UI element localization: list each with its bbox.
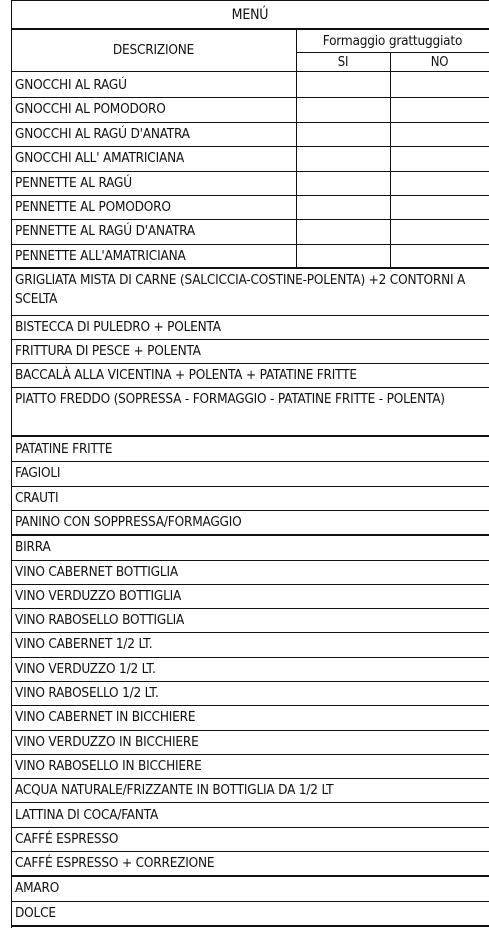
menu-item: BACCALÀ ALLA VICENTINA + POLENTA + PATATINE FRITTE — [15, 367, 357, 383]
menu-item: LATTINA DI COCA/FANTA — [15, 806, 159, 823]
menu-item: PATATINE FRITTE — [15, 441, 113, 457]
menu-item: PENNETTE AL RAGÚ — [15, 174, 132, 191]
menu-item: DOLCE — [15, 904, 56, 921]
menu-item: FRITTURA DI PESCE + POLENTA — [15, 343, 201, 359]
table-rule — [11, 925, 489, 927]
menu-item: ACQUA NATURALE/FRIZZANTE IN BOTTIGLIA DA 1/2 LT — [15, 782, 334, 799]
menu-item: CAFFÉ ESPRESSO + CORREZIONE — [15, 855, 215, 872]
menu-item: FAGIOLI — [15, 465, 61, 482]
menu-item: AMARO — [15, 880, 60, 897]
menu-item: GNOCCHI AL POMODORO — [15, 101, 166, 118]
menu-item: VINO CABERNET BOTTIGLIA — [15, 563, 178, 580]
menu-item: GRIGLIATA MISTA DI CARNE (SALCICCIA-COSTINE-POLENTA) +2 CONTORNI A SCELTA — [15, 272, 466, 307]
menu-table — [11, 0, 489, 928]
menu-title: MENÚ — [231, 7, 269, 23]
table-rule — [296, 52, 489, 53]
menu-item: PENNETTE AL RAGÚ D'ANATRA — [15, 223, 195, 240]
description-header: DESCRIZIONE — [112, 42, 195, 58]
menu-item: GNOCCHI ALL' AMATRICIANA — [15, 150, 185, 167]
menu-item: BISTECCA DI PULEDRO + POLENTA — [15, 319, 221, 335]
yes-header: SI — [337, 55, 349, 70]
menu-item: VINO CABERNET IN BICCHIERE — [15, 709, 196, 726]
menu-item: BIRRA — [15, 539, 51, 556]
menu-item: VINO VERDUZZO BOTTIGLIA — [15, 587, 182, 604]
menu-item: GNOCCHI AL RAGÚ — [15, 77, 127, 93]
menu-item: VINO RABOSELLO 1/2 LT. — [15, 685, 159, 701]
menu-item: VINO RABOSELLO IN BICCHIERE — [15, 757, 202, 774]
menu-item: VINO RABOSELLO BOTTIGLIA — [15, 612, 185, 629]
menu-item: VINO VERDUZZO IN BICCHIERE — [15, 733, 199, 750]
menu-item: PIATTO FREDDO (SOPRESSA - FORMAGGIO - PATATINE FRITTE - POLENTA) — [15, 391, 445, 407]
menu-item: CRAUTI — [15, 489, 59, 506]
menu-item: PENNETTE ALL'AMATRICIANA — [15, 247, 186, 264]
table-rule — [11, 28, 489, 30]
table-rule — [11, 71, 489, 72]
menu-item: PANINO CON SOPPRESSA/FORMAGGIO — [15, 513, 242, 530]
menu-item: VINO VERDUZZO 1/2 LT. — [15, 660, 156, 677]
menu-item: VINO CABERNET 1/2 LT. — [15, 636, 153, 653]
menu-item: CAFFÉ ESPRESSO — [15, 830, 119, 847]
cheese-header: Formaggio grattuggiato — [322, 33, 463, 49]
menu-item: PENNETTE AL POMODORO — [15, 199, 171, 215]
menu-item: GNOCCHI AL RAGÚ D'ANATRA — [15, 125, 190, 142]
no-header: NO — [430, 55, 449, 70]
table-border — [11, 0, 489, 1]
